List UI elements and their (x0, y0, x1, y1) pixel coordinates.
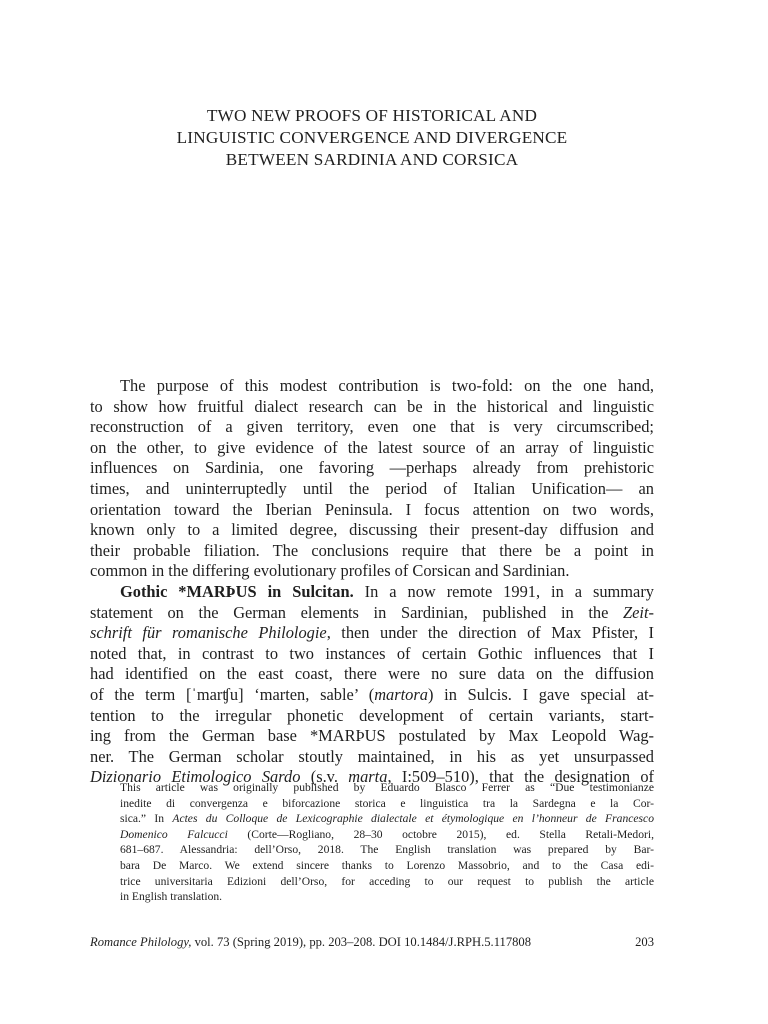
body-text-run: , I:509–510), that the designation of (387, 767, 655, 787)
italic-term: martora (374, 684, 428, 704)
body-text-run: In a now remote 1991, in a summary (353, 581, 654, 601)
body-line: influences on Sardinia, one favoring —perhaps already from prehistoric (90, 458, 654, 478)
journal-title-italic: schrift für romanische Philologie (90, 623, 327, 643)
body-line (90, 603, 654, 624)
body-line (90, 582, 654, 603)
body-line: noted that, in contrast to two instances of certain Gothic influences that I (90, 643, 654, 663)
body-line: had identified on the east coast, there were no sure data on the diffusion (90, 664, 654, 684)
body-text-run: statement on the German elements in Sardinian, published in the (90, 602, 624, 622)
proceedings-title-italic: Domenico Falcucci (120, 827, 228, 841)
body-line: common in the differing evolutionary profiles of Corsican and Sardinian. (90, 561, 570, 581)
body-line (90, 623, 654, 644)
body-line (90, 685, 654, 706)
body-line: on the other, to give evidence of the latest source of an array of linguistic (90, 437, 654, 457)
body-line: orientation toward the Iberian Peninsula. I focus attention on two words, (90, 499, 654, 519)
footnote-line: bara De Marco. We extend sincere thanks to Lorenzo Massobrio, and to the Casa edi- (120, 858, 654, 872)
article-title (90, 105, 654, 171)
citation-details: vol. 73 (Spring 2019), pp. 203–208. DOI 10.1484/J.RPH.5.117808 (191, 935, 532, 949)
body-line: to show how fruitful dialect research can be in the historical and linguistic (90, 396, 654, 416)
body-line: ner. The German scholar stoutly maintained, in his as yet unsurpassed (90, 746, 654, 766)
body-text-run: (s.v. (300, 767, 349, 787)
journal-name: Romance Philology, (90, 935, 192, 949)
title-line: BETWEEN SARDINIA AND CORSICA (225, 150, 519, 169)
footnote (120, 780, 654, 905)
footnote-line: inedite di convergenza e biforcazione storica e linguistica tra la Sardegna e la Cor- (120, 796, 654, 810)
title-line: TWO NEW PROOFS OF HISTORICAL AND (206, 106, 538, 125)
body-text-run: of the term [ˈmarʧu] ‘marten, sable’ ( (90, 684, 375, 704)
journal-title-italic: Zeit- (623, 602, 654, 622)
footnote-line (120, 811, 654, 827)
body-line: times, and uninterruptedly until the period of Italian Unification— an (90, 478, 654, 498)
italic-term: marta (348, 767, 388, 787)
footnote-line (120, 827, 654, 843)
body-line: reconstruction of a given territory, even one that is very circumscribed; (90, 417, 654, 437)
body-line: ing from the German base *MARÞUS postulated by Max Leopold Wag- (90, 726, 654, 746)
page-number: 203 (635, 935, 654, 949)
proceedings-title-italic: Actes du Colloque de Lexicographie dialectale et étymologique en l’honneur de Francesco (172, 812, 654, 826)
title-line: LINGUISTIC CONVERGENCE AND DIVERGENCE (176, 128, 568, 147)
running-footer (90, 934, 654, 950)
body-text-run: ) in Sulcis. I gave special at- (427, 684, 654, 704)
body-line: tention to the irregular phonetic development of certain variants, start- (90, 705, 654, 725)
footnote-text-run: sica.” In (120, 812, 173, 826)
section-heading: Gothic *MARÞUS in Sulcitan. (120, 581, 354, 601)
body-line: known only to a limited degree, discussing their present-day diffusion and (90, 520, 654, 540)
footnote-text-run: (Corte—Rogliano, 28–30 octobre 2015), ed. Stella Retali-Medori, (227, 827, 654, 841)
footnote-line: in English translation. (120, 890, 223, 904)
footnote-line: This article was originally published by Eduardo Blasco Ferrer as “Due testimonianze (120, 781, 654, 794)
body-text (90, 376, 654, 788)
footnote-line: trice universitaria Edizioni dell’Orso, for acceding to our request to publish the article (120, 874, 654, 888)
body-text-run: , then under the direction of Max Pfister, I (326, 623, 655, 643)
body-line: The purpose of this modest contribution is two-fold: on the one hand, (120, 376, 654, 395)
body-line: their probable filiation. The conclusions require that there be a point in (90, 540, 654, 560)
dictionary-title-italic: Dizionario Etimologico Sardo (90, 767, 301, 787)
footnote-line: 681–687. Alessandria: dell’Orso, 2018. The English translation was prepared by Bar- (120, 843, 654, 857)
